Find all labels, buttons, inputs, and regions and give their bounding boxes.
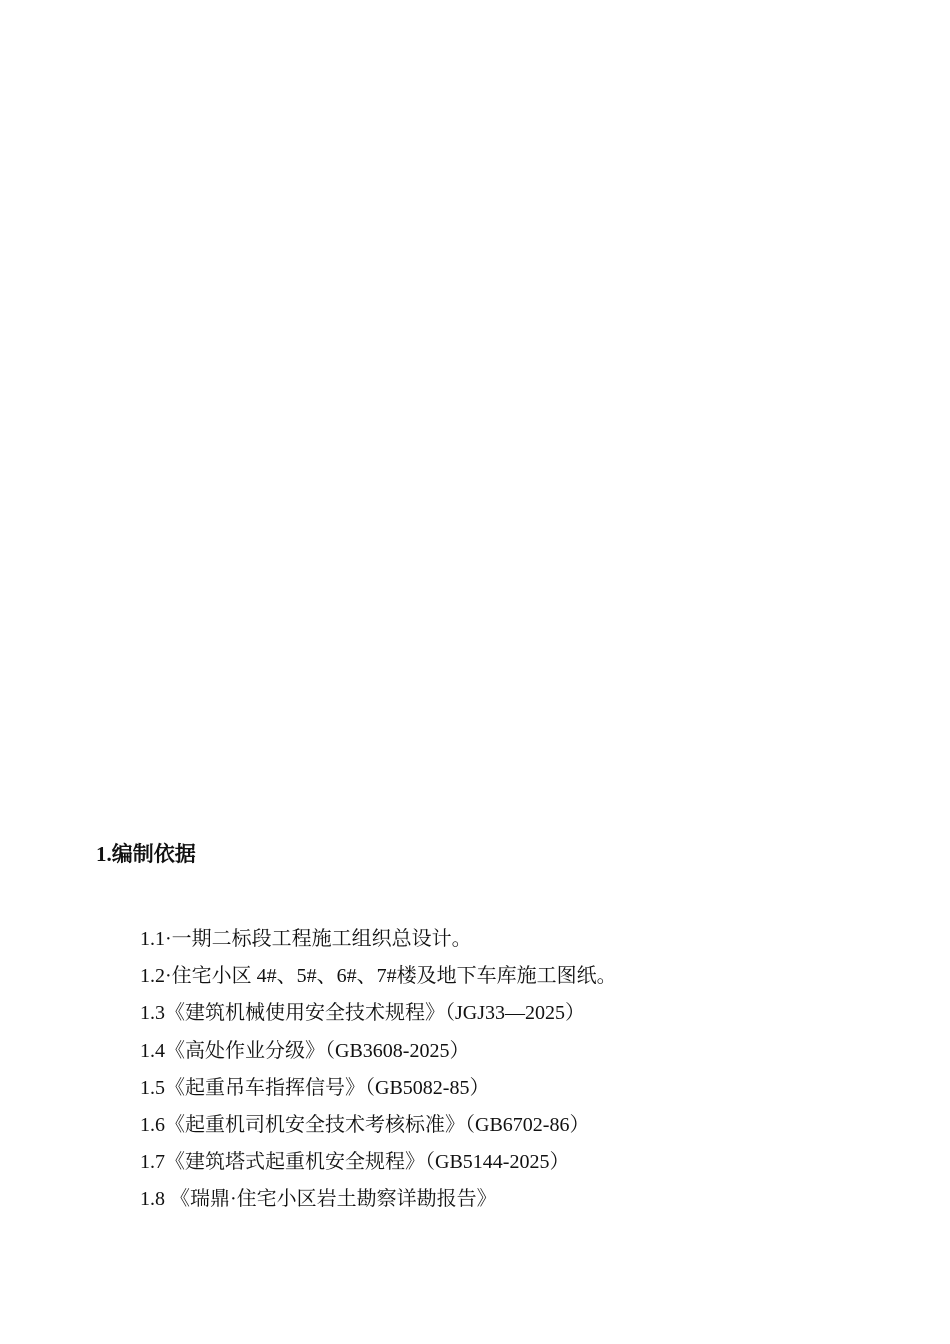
basis-list bbox=[140, 924, 617, 1222]
list-item: 1.5《起重吊车指挥信号》（GB5082-85） bbox=[140, 1076, 490, 1099]
list-item: 1.3《建筑机械使用安全技术规程》（JGJ33—2025） bbox=[140, 1002, 586, 1025]
list-item: 1.4《高处作业分级》（GB3608-2025） bbox=[140, 1039, 470, 1062]
list-item: 1.8 《瑞鼎·住宅小区岩土勘察详勘报告》 bbox=[140, 1188, 497, 1211]
section-heading: 1.编制依据 bbox=[96, 842, 196, 866]
list-item: 1.1·一期二标段工程施工组织总设计。 bbox=[140, 928, 472, 950]
list-item: 1.2·住宅小区 4#、5#、6#、7#楼及地下车库施工图纸。 bbox=[140, 965, 617, 988]
list-item: 1.6《起重机司机安全技术考核标准》（GB6702-86） bbox=[140, 1113, 590, 1136]
list-item: 1.7《建筑塔式起重机安全规程》（GB5144-2025） bbox=[140, 1151, 570, 1174]
